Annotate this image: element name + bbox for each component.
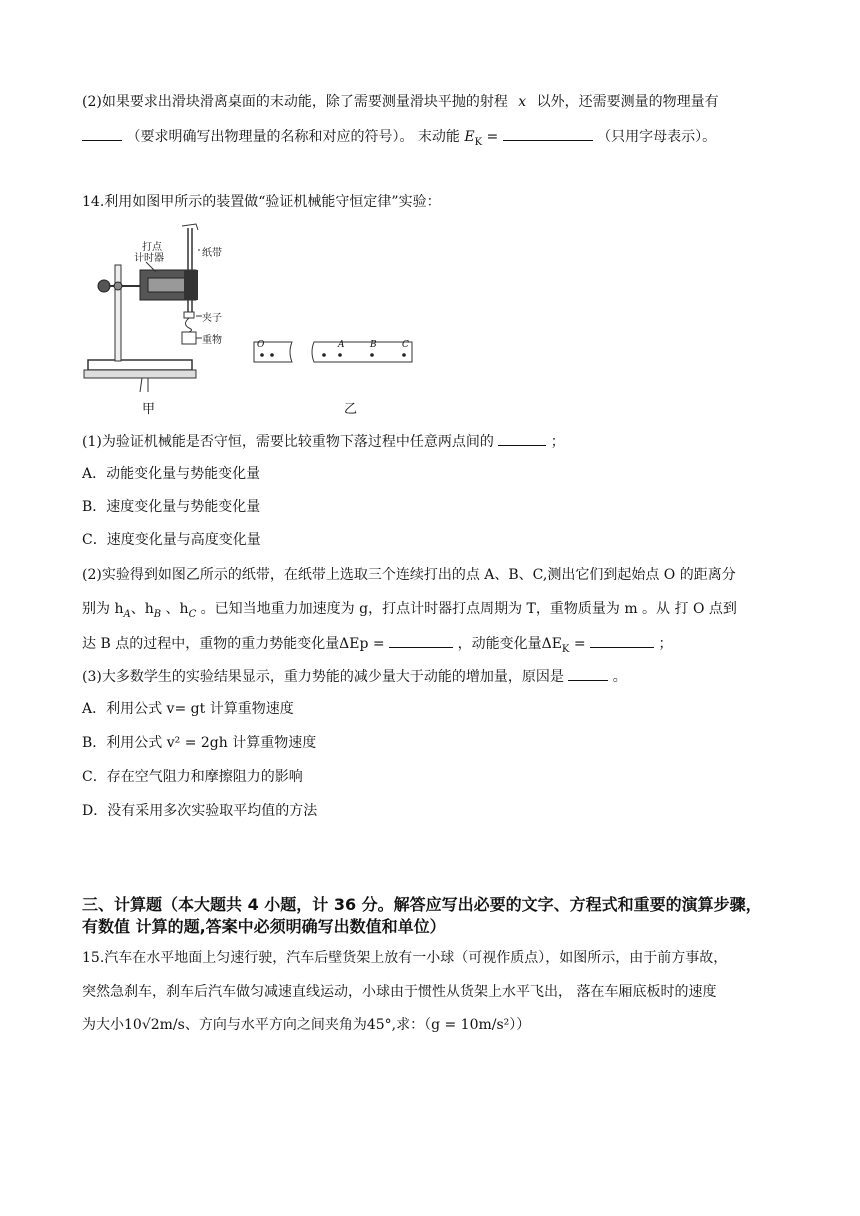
q15-line3: 为大小10√2m/s、方向与水平方向之间夹角为45°,求：（g = 10m/s²））: [82, 1017, 531, 1033]
answer-blank-ep[interactable]: [389, 633, 453, 648]
ek-symbol: E: [464, 129, 475, 145]
q14-stem: 14.利用如图甲所示的装置做“验证机械能守恒定律”实验：: [82, 194, 441, 210]
q14-part2-text-d: ，动能变化量ΔE: [457, 636, 562, 652]
label-timer-1: 打点: [142, 242, 162, 253]
q14-part3: [82, 666, 627, 687]
q14-part1-option-a[interactable]: A．动能变化量与势能变化量: [82, 466, 261, 482]
q14-part2-sep2: 、h: [161, 601, 189, 617]
q14-part1-option-c[interactable]: C．速度变化量与高度变化量: [82, 532, 261, 548]
q13-part2-text-a: (2)如果要求出滑块滑离桌面的末动能，除了需要测量滑块平抛的射程: [82, 94, 508, 110]
label-weight: 重物: [202, 335, 222, 346]
sub-a: A: [123, 608, 131, 620]
q14-part3-option-d[interactable]: D．没有采用多次实验取平均值的方法: [82, 803, 318, 819]
answer-blank-ek2[interactable]: [590, 633, 654, 648]
ek-sub: K: [474, 136, 483, 148]
q13-part2-text-c: （要求明确写出物理量的名称和对应的符号）。 末动能: [126, 129, 460, 145]
x-symbol: x: [518, 94, 527, 110]
q14-part2-text-c: 达 B 点的过程中，重物的重力势能变化量ΔEp =: [82, 636, 385, 652]
q13-part2-text-b: 以外，还需要测量的物理量有: [536, 94, 719, 110]
q14-part2-text-b: 。已知当地重力加速度为 g，打点计时器打点周期为 T，重物质量为 m 。从 打 O 点到: [196, 601, 737, 617]
sub-b: B: [153, 608, 162, 620]
apparatus-diagram: [82, 220, 442, 420]
label-clip: 夹子: [202, 313, 222, 324]
q14-part2-line3: [82, 633, 673, 660]
tape-point-o: O: [257, 340, 265, 350]
label-tape: 纸带: [202, 248, 222, 259]
equals-sign: =: [486, 129, 499, 145]
q14-part3-text: (3)大多数学生的实验结果显示，重力势能的减少量大于动能的增加量，原因是: [82, 669, 564, 685]
q15-line2: 突然急刹车，刹车后汽车做匀减速直线运动，小球由于惯性从货架上水平飞出， 落在车厢底板时的速度: [82, 984, 717, 1000]
q14-part2-text-f: ；: [658, 636, 673, 652]
label-timer-2: 计时器: [134, 253, 164, 264]
caption-yi: 乙: [344, 402, 358, 417]
tape-point-a: A: [338, 340, 345, 350]
q14-part1-text: (1)为验证机械能是否守恒，需要比较重物下落过程中任意两点间的: [82, 434, 494, 450]
sub-k: K: [561, 643, 570, 655]
q14-part1-end: ；: [550, 434, 565, 450]
sub-c: C: [188, 608, 197, 620]
q14-part2-text-e: =: [569, 636, 586, 652]
section3-heading-line2: 有数值 计算的题,答案中必须明确写出数值和单位）: [82, 917, 446, 936]
section3-heading-line1: 三、计算题（本大题共 4 小题，计 36 分。解答应写出必要的文字、方程式和重要的演算步骤，: [82, 895, 762, 914]
q13-part2-line2: [82, 126, 716, 153]
q14-part1: [82, 431, 565, 452]
answer-blank-part3[interactable]: [568, 666, 608, 681]
q14-part3-end: 。: [612, 669, 627, 685]
q14-part1-option-b[interactable]: B．速度变化量与势能变化量: [82, 499, 261, 515]
q14-figure: [82, 220, 442, 420]
tape-point-b: B: [370, 340, 377, 350]
q14-part3-option-b[interactable]: B．利用公式 v² = 2gh 计算重物速度: [82, 735, 317, 751]
q14-part3-option-a[interactable]: A．利用公式 v= gt 计算重物速度: [82, 701, 294, 717]
q14-part3-option-c[interactable]: C．存在空气阻力和摩擦阻力的影响: [82, 769, 303, 785]
q14-part2-sep1: 、h: [130, 601, 154, 617]
answer-blank-part1[interactable]: [498, 431, 546, 446]
caption-jia: 甲: [142, 402, 156, 417]
q14-part2-text-a: 别为 h: [82, 601, 124, 617]
q14-part2-line2: [82, 599, 737, 625]
answer-blank-quantities[interactable]: [82, 126, 122, 141]
q13-part2-line1: [82, 92, 719, 112]
q13-part2-text-d: （只用字母表示）。: [597, 129, 717, 145]
q15-line1: 15.汽车在水平地面上匀速行驶，汽车后壁货架上放有一小球（可视作质点），如图所示，由于前方事故，: [82, 950, 728, 966]
tape-point-c: C: [402, 340, 409, 350]
q14-part2-line1: (2)实验得到如图乙所示的纸带，在纸带上选取三个连续打出的点 A、B、C,测出它们到起始点 O 的距离分: [82, 567, 736, 583]
answer-blank-ek[interactable]: [503, 126, 593, 141]
